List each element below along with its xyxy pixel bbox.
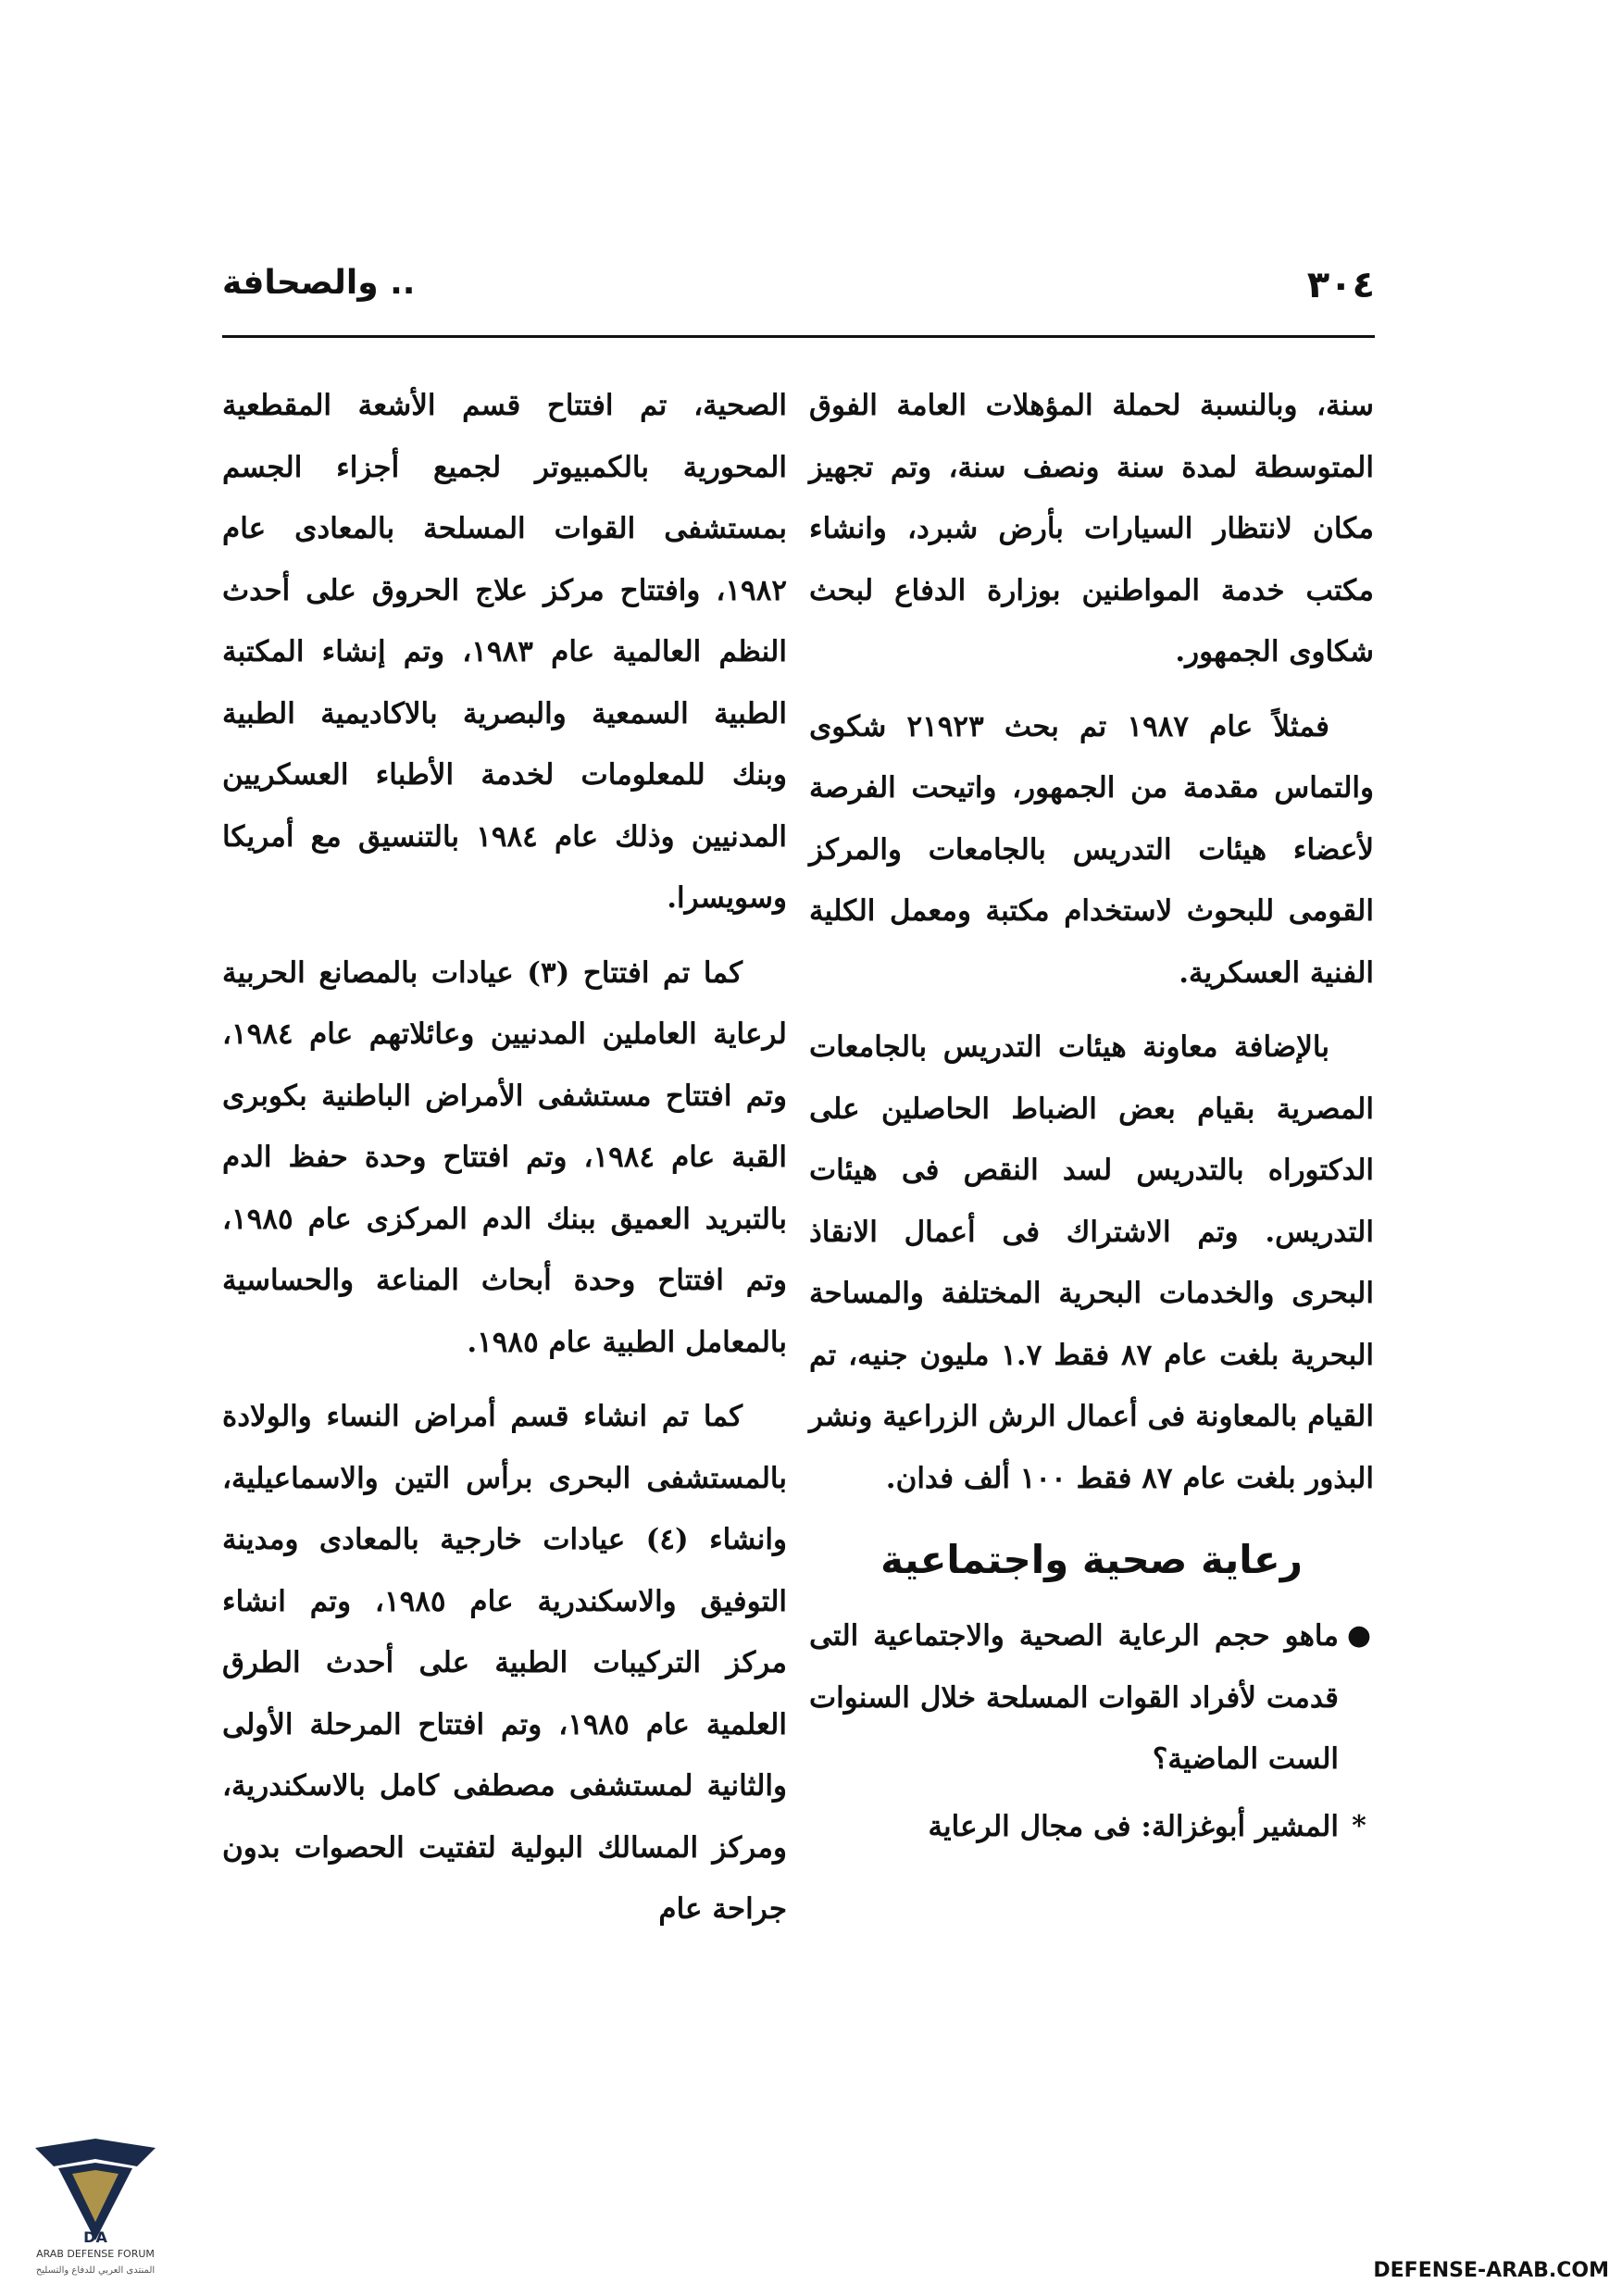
running-title: .. والصحافة	[222, 264, 416, 302]
asterisk-icon: *	[1352, 1809, 1366, 1842]
interview-answer	[809, 1796, 1374, 1858]
paragraph: كما تم انشاء قسم أمراض النساء والولادة بالمستشفى البحرى برأس التين والاسماعيلية، وانشاء (٤) عيادات خارجية بالمعادى ومدينة التوفيق والاسكندرية عام ١٩٨٥، وتم انشاء مركز التركيبات الطبية على أحدث الطرق العلمية عام ١٩٨٥، وتم افتتاح المرحلة الأولى والثانية لمستشفى مصطفى كامل بالاسكندرية، ومركز المسالك البولية لتفتيت الحصوات بدون جراحة عام	[222, 1400, 787, 1926]
interview-question	[809, 1605, 1374, 1791]
logo-caption-arabic: المنتدى العربي للدفاع والتسليح	[35, 2265, 156, 2276]
paragraph: سنة، وبالنسبة لحملة المؤهلات العامة الفوق المتوسطة لمدة سنة ونصف سنة، وتم تجهيز مكان لانتظار السيارات بأرض شبرد، وانشاء مكتب خدمة المواطنين بوزارة الدفاع لبحث شكاوى الجمهور.	[809, 389, 1374, 668]
left-column	[222, 375, 787, 1953]
logo-letters: DA	[83, 2228, 107, 2246]
shield-icon	[17, 2139, 174, 2250]
site-watermark: DEFENSE-ARAB.COM	[1373, 2259, 1609, 2282]
right-column	[809, 375, 1374, 1863]
paragraph: فمثلاً عام ١٩٨٧ تم بحث ٢١٩٢٣ شكوى والتماس مقدمة من الجمهور، واتيحت الفرصة لأعضاء هيئات التدريس بالجامعات والمركز القومى للبحوث لاستخدام مكتبة ومعمل الكلية الفنية العسكرية.	[809, 709, 1374, 990]
paragraph: كما تم افتتاح (٣) عيادات بالمصانع الحربية لرعاية العاملين المدنيين وعائلاتهم عام ١٩٨٤، وتم افتتاح مستشفى الأمراض الباطنية بكوبرى القبة عام ١٩٨٤، وتم افتتاح وحدة حفظ الدم بالتبريد العميق ببنك الدم المركزى عام ١٩٨٥، وتم افتتاح وحدة أبحاث المناعة والحساسية بالمعامل الطبية عام ١٩٨٥.	[222, 955, 787, 1359]
question-text: ماهو حجم الرعاية الصحية والاجتماعية التى قدمت لأفراد القوات المسلحة خلال السنوات الست الماضية؟	[809, 1619, 1339, 1776]
paragraph: بالإضافة معاونة هيئات التدريس بالجامعات المصرية بقيام بعض الضباط الحاصلين على الدكتوراه بالتدريس لسد النقص فى هيئات التدريس. وتم الاشتراك فى أعمال الانقاذ البحرى والخدمات البحرية المختلفة والمساحة البحرية بلغت عام ٨٧ فقط ١.٧ مليون جنيه، تم القيام بالمعاونة فى أعمال الرش الزراعية ونشر البذور بلغت عام ٨٧ فقط ١٠٠ ألف فدان.	[809, 1030, 1375, 1495]
bullet-icon: ●	[1346, 1619, 1372, 1652]
forum-logo	[17, 2139, 174, 2287]
section-heading: رعاية صحية واجتماعية	[880, 1537, 1303, 1582]
logo-caption: ARAB DEFENSE FORUM	[36, 2248, 155, 2260]
header-rule	[222, 335, 1375, 338]
paragraph: الصحية، تم افتتاح قسم الأشعة المقطعية المحورية بالكمبيوتر لجميع أجزاء الجسم بمستشفى القوات المسلحة بالمعادى عام ١٩٨٢، وافتتاح مركز علاج الحروق على أحدث النظم العالمية عام ١٩٨٣، وتم إنشاء المكتبة الطبية السمعية والبصرية بالاكاديمية الطبية وبنك للمعلومات لخدمة الأطباء العسكريين المدنيين وذلك عام ١٩٨٤ بالتنسيق مع أمريكا وسويسرا.	[222, 389, 787, 915]
page-header	[222, 264, 1375, 329]
answer-text: المشير أبوغزالة: فى مجال الرعاية	[928, 1809, 1339, 1843]
page-number: ٣٠٤	[1306, 264, 1375, 306]
